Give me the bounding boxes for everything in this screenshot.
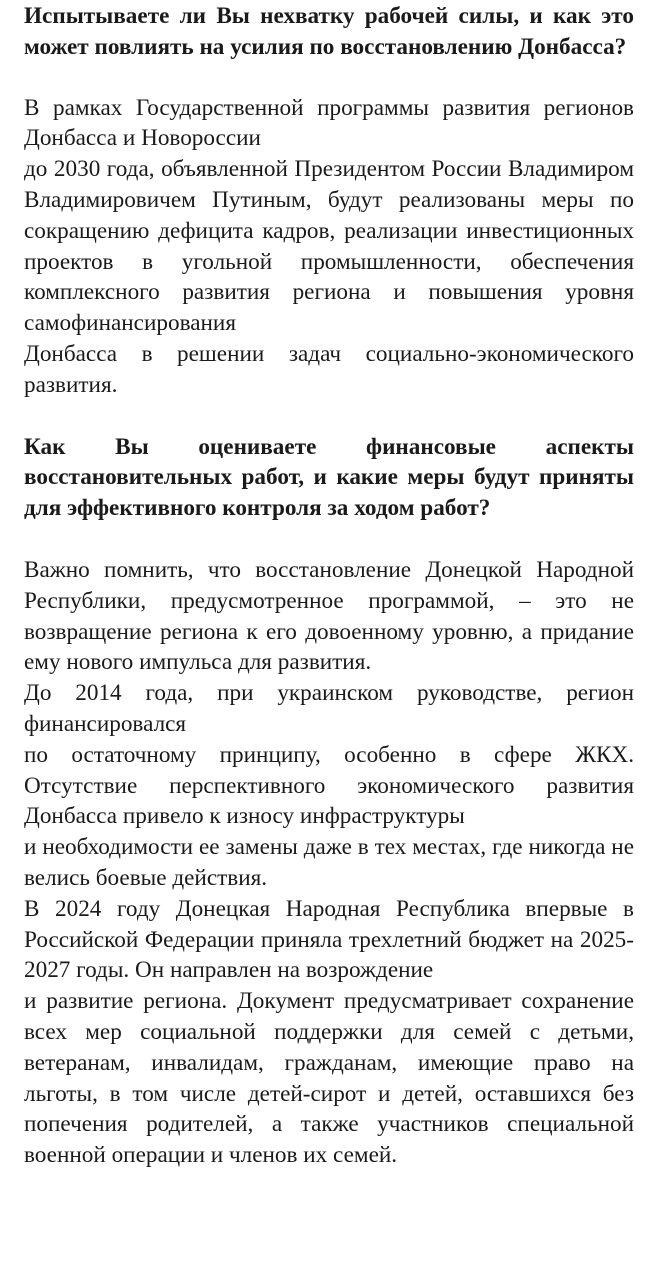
answer-2-paragraph-3: В 2024 году Донецкая Народная Республика впервые в Российской Федерации приняла трехлетний бюджет на 2025-2027 годы. Он направлен на возрождение и развитие региона. Документ предусматривает сохранение всех мер социальной поддержки для семей с детьми, ветеранам, инвалидам, гражданам, имеющие право на льготы, в том числе детей-сирот и детей, оставшихся без попечения родителей, а также участников специальной военной операции и членов их семей. <box>24 895 634 1169</box>
answer-2-paragraph-1: Важно помнить, что восстановление Донецкой Народной Республики, предусмотренное программой, – это не возвращение региона к его довоенному уровню, а придание ему нового импульса для развития. <box>24 556 634 676</box>
answer-1-paragraph-1: В рамках Государственной программы развития регионов Донбасса и Новороссии до 2030 года, объявленной Президентом России Владимиром Владимировичем Путиным, будут реализованы меры по сокращению дефицита кадров, реализации инвестиционных проектов в угольной промышленности, обеспечения комплексного развития региона и повышения уровня самофинансирования Донбасса в решении задач социально-экономического развития. <box>24 94 634 398</box>
interview-question-1: Испытываете ли Вы нехватку рабочей силы, и как это может повлиять на усилия по восстановлению Донбасса? <box>24 3 634 60</box>
answer-2-paragraph-2: До 2014 года, при украинском руководстве, регион финансировался по остаточному принципу, особенно в сфере ЖКХ. Отсутствие перспективного экономического развития Донбасса привело к износу инфраструктуры и необходимости ее замены даже в тех местах, где никогда не велись боевые действия. <box>24 680 634 891</box>
article-page <box>0 1 666 1280</box>
interview-question-2: Как Вы оцениваете финансовые аспекты восстановительных работ, и какие меры будут приняты для эффективного контроля за ходом работ? <box>24 433 634 522</box>
interview-answer-2 <box>24 555 634 1171</box>
interview-answer-1 <box>24 93 634 401</box>
